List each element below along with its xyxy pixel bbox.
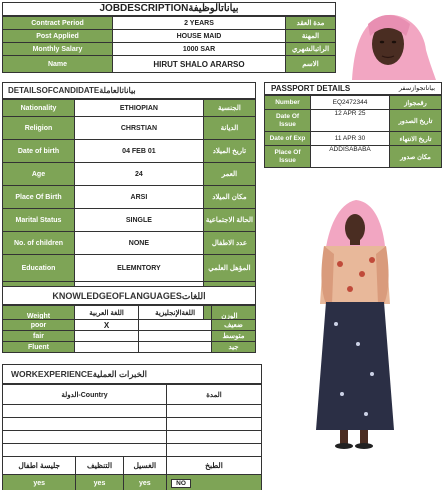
- passport-number-ar: رقمجواز: [390, 96, 442, 110]
- monthly-salary-ar: الراتبالشهري: [286, 43, 336, 56]
- post-applied-row: [3, 30, 336, 43]
- job-table: [2, 16, 336, 73]
- work-table: [2, 384, 262, 490]
- name-row: [3, 56, 336, 73]
- monthly-salary-value: 1000 SAR: [113, 43, 286, 56]
- contract-period-row: [3, 17, 336, 30]
- languages-header-row: [3, 306, 256, 320]
- contract-period-ar: مدة العقد: [286, 17, 336, 30]
- skill-cleaning-label: التنظيف: [76, 457, 123, 475]
- candidate-headshot-photo: [338, 2, 442, 80]
- monthly-salary-label: Monthly Salary: [3, 43, 113, 56]
- name-value: HIRUT SHALO ARARSO: [113, 56, 286, 73]
- skill-washing-label: الغسيل: [123, 457, 166, 475]
- passport-issue-ar: تاريخ الصدور: [390, 110, 442, 132]
- work-experience-section: [2, 364, 262, 490]
- contract-period-value: 2 YEARS: [113, 17, 286, 30]
- passport-title-ar: بياناتجوازسفر: [398, 85, 435, 92]
- passport-place-value: ADDISABABA: [311, 146, 390, 168]
- languages-title: KNOWLEDGEOFLANGUAGESاللغات: [2, 286, 256, 305]
- religion-ar: الديانة: [203, 117, 255, 140]
- post-applied-ar: المهنة: [286, 30, 336, 43]
- education-label: Education: [3, 255, 75, 282]
- candidate-details-title: DETAILSOFCANDIDATEبياناتالعاملة: [2, 82, 256, 99]
- headshot-illustration: [338, 2, 442, 80]
- passport-expiry-ar: تاريخ الانتهاء: [390, 132, 442, 146]
- place-of-birth-ar: مكان الميلاد: [203, 186, 255, 209]
- lang-poor-label: poor: [3, 320, 75, 331]
- passport-details-section: [264, 82, 442, 168]
- lang-fluent-row: [3, 342, 256, 353]
- passport-issue-value: 12 APR 25: [311, 110, 390, 132]
- nationality-ar: الجنسية: [203, 100, 255, 117]
- lang-fluent-english: [139, 342, 212, 353]
- place-of-birth-value: ARSI: [75, 186, 204, 209]
- religion-label: Religion: [3, 117, 75, 140]
- lang-fluent-label: Fluent: [3, 342, 75, 353]
- work-experience-title: WORKEXPERIENCEالخبرات العملية: [2, 364, 262, 384]
- arabic-column-header: اللغة العربية: [75, 306, 139, 320]
- skills-header-row: [3, 457, 262, 475]
- religion-row: [3, 117, 256, 140]
- skill-cooking-cell: [167, 475, 262, 490]
- lang-poor-ar: ضعيف: [212, 320, 256, 331]
- lang-fair-english: [139, 331, 212, 342]
- marital-status-ar: الحالة الاجتماعية: [203, 209, 255, 232]
- nationality-row: [3, 100, 256, 117]
- name-ar: الاسم: [286, 56, 336, 73]
- passport-expiry-row: [265, 132, 442, 146]
- lang-poor-arabic: X: [75, 320, 139, 331]
- passport-place-ar: مكان صدور: [390, 146, 442, 168]
- skill-childcare-value: yes: [3, 475, 76, 490]
- work-period-cell: [167, 418, 262, 431]
- english-column-header: اللغةالإنجليزية: [139, 306, 212, 320]
- passport-place-row: [265, 146, 442, 168]
- passport-issue-row: [265, 110, 442, 132]
- passport-table: [264, 95, 442, 168]
- passport-title: [264, 82, 442, 95]
- lang-fair-row: [3, 331, 256, 342]
- languages-header-blank-right: [212, 306, 256, 320]
- languages-header-blank: [3, 306, 75, 320]
- place-of-birth-row: [3, 186, 256, 209]
- weight-ar: الوزن: [203, 305, 255, 328]
- lang-poor-row: [3, 320, 256, 331]
- nationality-label: Nationality: [3, 100, 75, 117]
- skill-cleaning-value: yes: [76, 475, 123, 490]
- job-description-section: [2, 2, 336, 73]
- skill-cooking-label: الطبخ: [167, 457, 262, 475]
- passport-expiry-value: 11 APR 30: [311, 132, 390, 146]
- skill-cooking-value: NO: [171, 479, 191, 488]
- education-value: ELEMNTORY: [75, 255, 204, 282]
- passport-expiry-label: Date of Exp: [265, 132, 311, 146]
- contract-period-label: Contract Period: [3, 17, 113, 30]
- age-label: Age: [3, 163, 75, 186]
- children-row: [3, 232, 256, 255]
- lang-fair-ar: متوسط: [212, 331, 256, 342]
- passport-place-label: Place Of Issue: [265, 146, 311, 168]
- lang-fluent-ar: جيد: [212, 342, 256, 353]
- passport-issue-label: Date Of Issue: [265, 110, 311, 132]
- passport-number-row: [265, 96, 442, 110]
- education-row: [3, 255, 256, 282]
- languages-table: [2, 305, 256, 353]
- marital-status-value: SINGLE: [75, 209, 204, 232]
- date-of-birth-label: Date of birth: [3, 140, 75, 163]
- country-column-header: Country-الدولة: [3, 385, 167, 405]
- work-row-2: [3, 418, 262, 431]
- work-period-cell: [167, 431, 262, 444]
- age-row: [3, 163, 256, 186]
- work-row-3: [3, 431, 262, 444]
- education-ar: المؤهل العلمي: [203, 255, 255, 282]
- nationality-value: ETHIOPIAN: [75, 100, 204, 117]
- work-country-cell: [3, 405, 167, 418]
- lang-fair-label: fair: [3, 331, 75, 342]
- post-applied-value: HOUSE MAID: [113, 30, 286, 43]
- post-applied-label: Post Applied: [3, 30, 113, 43]
- children-value: NONE: [75, 232, 204, 255]
- work-header-row: [3, 385, 262, 405]
- work-row-1: [3, 405, 262, 418]
- marital-status-label: Marital Status: [3, 209, 75, 232]
- passport-number-label: Number: [265, 96, 311, 110]
- date-of-birth-row: [3, 140, 256, 163]
- full-body-illustration: [266, 194, 442, 456]
- work-period-cell: [167, 405, 262, 418]
- work-country-cell: [3, 418, 167, 431]
- place-of-birth-label: Place Of Birth: [3, 186, 75, 209]
- age-value: 24: [75, 163, 204, 186]
- work-row-4: [3, 444, 262, 457]
- religion-value: CHRSTIAN: [75, 117, 204, 140]
- lang-fair-arabic: [75, 331, 139, 342]
- skills-value-row: [3, 475, 262, 490]
- monthly-salary-row: [3, 43, 336, 56]
- lang-poor-english: [139, 320, 212, 331]
- name-label: Name: [3, 56, 113, 73]
- lang-fluent-arabic: [75, 342, 139, 353]
- job-description-title: JOBDESCRIPTIONبياناتالوظيفة: [2, 2, 336, 16]
- weight-label: Weight: [3, 305, 75, 328]
- languages-section: [2, 286, 256, 353]
- children-label: No. of children: [3, 232, 75, 255]
- age-ar: العمر: [203, 163, 255, 186]
- skill-childcare-label: جليسة اطفال: [3, 457, 76, 475]
- work-country-cell: [3, 444, 167, 457]
- skill-washing-value: yes: [123, 475, 166, 490]
- passport-number-value: EQ2472344: [311, 96, 390, 110]
- work-country-cell: [3, 431, 167, 444]
- work-period-cell: [167, 444, 262, 457]
- date-of-birth-ar: تاريخ الميلاد: [203, 140, 255, 163]
- candidate-full-body-photo: [266, 194, 442, 456]
- passport-title-en: PASSPORT DETAILS: [271, 84, 351, 93]
- date-of-birth-value: 04 FEB 01: [75, 140, 204, 163]
- period-column-header: المدة: [167, 385, 262, 405]
- marital-status-row: [3, 209, 256, 232]
- children-ar: عدد الاطفال: [203, 232, 255, 255]
